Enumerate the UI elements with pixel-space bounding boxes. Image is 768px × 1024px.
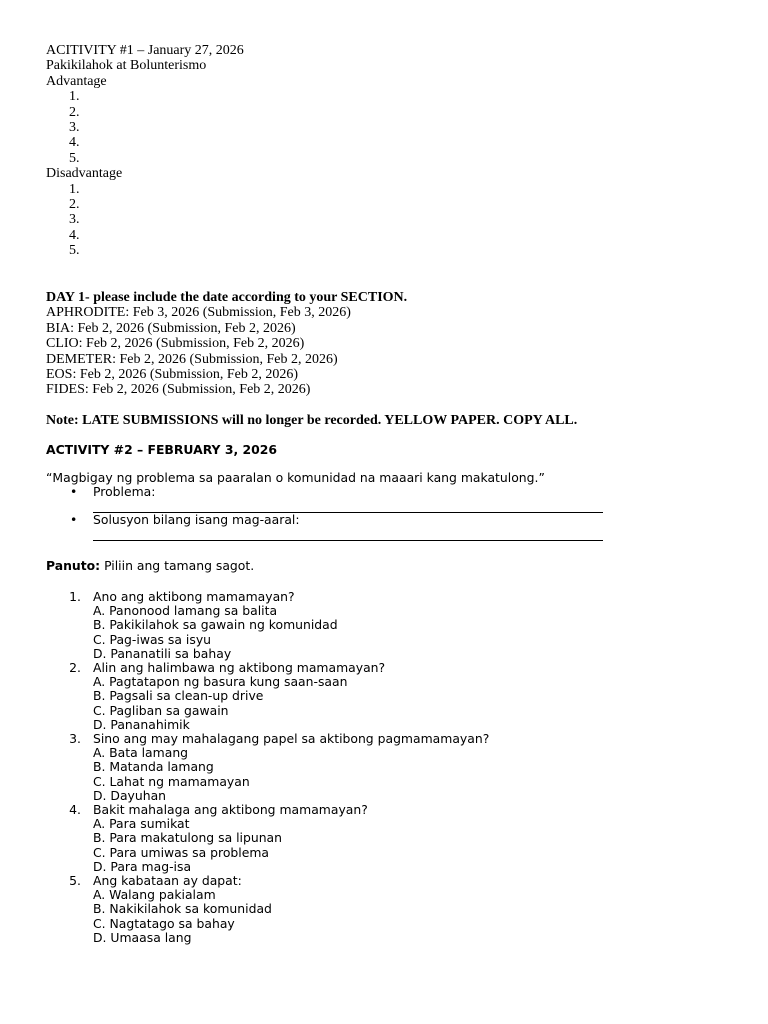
panuto-text: Piliin ang tamang sagot. xyxy=(100,558,255,573)
quiz-question-4 xyxy=(69,802,489,874)
activity1-topic: Pakikilahok at Bolunterismo xyxy=(46,58,207,74)
answer-option: C. Pagliban sa gawain xyxy=(93,702,229,718)
list-item: 4. xyxy=(69,227,80,243)
answer-option: D. Para mag-isa xyxy=(93,858,192,874)
answer-option: A. Walang pakialam xyxy=(93,887,216,903)
answer-option: B. Para makatulong sa lipunan xyxy=(93,830,283,846)
answer-option: C. Pag-iwas sa isyu xyxy=(93,631,212,647)
panuto-label: Panuto: xyxy=(46,558,101,573)
list-item: 4. xyxy=(69,135,80,151)
question-number: 3. xyxy=(69,731,81,747)
bullet-item-problema xyxy=(70,484,603,513)
answer-option: B. Pagsali sa clean-up drive xyxy=(93,688,264,704)
list-item: 3. xyxy=(69,120,80,136)
bullet-label: Problema: xyxy=(93,484,156,499)
bullet-icon: • xyxy=(70,512,78,528)
day1-heading: DAY 1- please include the date according to your SECTION. xyxy=(46,290,408,305)
list-item: 2. xyxy=(69,197,80,213)
answer-option: D. Pananahimik xyxy=(93,716,190,732)
bullet-label: Solusyon bilang isang mag-aaral: xyxy=(93,512,300,528)
quiz-question-3 xyxy=(69,731,490,803)
activity2-bullets xyxy=(70,484,603,541)
list-item: 1. xyxy=(69,181,80,197)
answer-option: C. Lahat ng mamamayan xyxy=(93,773,250,789)
disadvantage-label: Disadvantage xyxy=(46,166,123,182)
activity1-block xyxy=(46,43,244,259)
section-line: DEMETER: Feb 2, 2026 (Submission, Feb 2, 2026) xyxy=(46,351,338,367)
list-item: 5. xyxy=(69,150,80,166)
list-item: 5. xyxy=(69,243,80,259)
answer-option: A. Panonood lamang sa balita xyxy=(93,603,278,619)
answer-option: B. Nakikilahok sa komunidad xyxy=(93,901,272,917)
list-item: 2. xyxy=(69,104,80,120)
quiz-question-2 xyxy=(69,660,489,732)
question-text: Ang kabataan ay dapat: xyxy=(93,873,242,889)
question-text: Bakit mahalaga ang aktibong mamamayan? xyxy=(93,802,368,818)
question-text: Sino ang may mahalagang papel sa aktibong pagmamamayan? xyxy=(93,731,490,747)
list-item: 1. xyxy=(69,89,80,105)
answer-option: C. Nagtatago sa bahay xyxy=(93,915,235,931)
section-line: CLIO: Feb 2, 2026 (Submission, Feb 2, 2026) xyxy=(46,336,305,352)
advantage-label: Advantage xyxy=(46,73,107,89)
question-number: 1. xyxy=(69,589,81,604)
list-item: 3. xyxy=(69,212,80,228)
question-number: 2. xyxy=(69,660,81,676)
quiz-list xyxy=(69,589,490,945)
answer-option: D. Umaasa lang xyxy=(93,929,192,945)
answer-option: C. Para umiwas sa problema xyxy=(93,844,269,860)
answer-option: A. Pagtatapon ng basura kung saan-saan xyxy=(93,674,348,690)
late-submission-note: Note: LATE SUBMISSIONS will no longer be recorded. YELLOW PAPER. COPY ALL. xyxy=(46,413,578,428)
question-text: Alin ang halimbawa ng aktibong mamamayan? xyxy=(93,660,386,676)
activity2-heading: ACTIVITY #2 – FEBRUARY 3, 2026 xyxy=(46,442,277,457)
bullet-icon: • xyxy=(70,484,78,499)
section-line: EOS: Feb 2, 2026 (Submission, Feb 2, 2026) xyxy=(46,367,299,383)
answer-option: D. Dayuhan xyxy=(93,787,167,803)
question-number: 4. xyxy=(69,802,81,818)
day1-block xyxy=(46,290,407,398)
disadvantage-list xyxy=(46,182,244,259)
question-text: Ano ang aktibong mamamayan? xyxy=(93,589,295,604)
section-line: BIA: Feb 2, 2026 (Submission, Feb 2, 2026) xyxy=(46,320,296,336)
answer-line[interactable] xyxy=(93,540,603,541)
activity2-prompt: “Magbigay ng problema sa paaralan o komunidad na maaari kang makatulong.” xyxy=(46,470,545,485)
answer-option: A. Bata lamang xyxy=(93,745,189,761)
quiz-question-5 xyxy=(69,873,489,945)
activity1-heading: ACITIVITY #1 – January 27, 2026 xyxy=(46,43,244,58)
panuto-line xyxy=(46,559,254,573)
quiz-question-1 xyxy=(69,589,489,661)
answer-option: D. Pananatili sa bahay xyxy=(93,645,232,661)
advantage-list xyxy=(46,89,244,166)
section-line: FIDES: Feb 2, 2026 (Submission, Feb 2, 2026) xyxy=(46,382,311,398)
answer-option: A. Para sumikat xyxy=(93,816,190,832)
answer-option: B. Pakikilahok sa gawain ng komunidad xyxy=(93,617,338,633)
bullet-item-solusyon xyxy=(70,512,603,541)
answer-option: B. Matanda lamang xyxy=(93,759,214,775)
question-number: 5. xyxy=(69,873,81,889)
section-line: APHRODITE: Feb 3, 2026 (Submission, Feb 3, 2026) xyxy=(46,305,351,321)
